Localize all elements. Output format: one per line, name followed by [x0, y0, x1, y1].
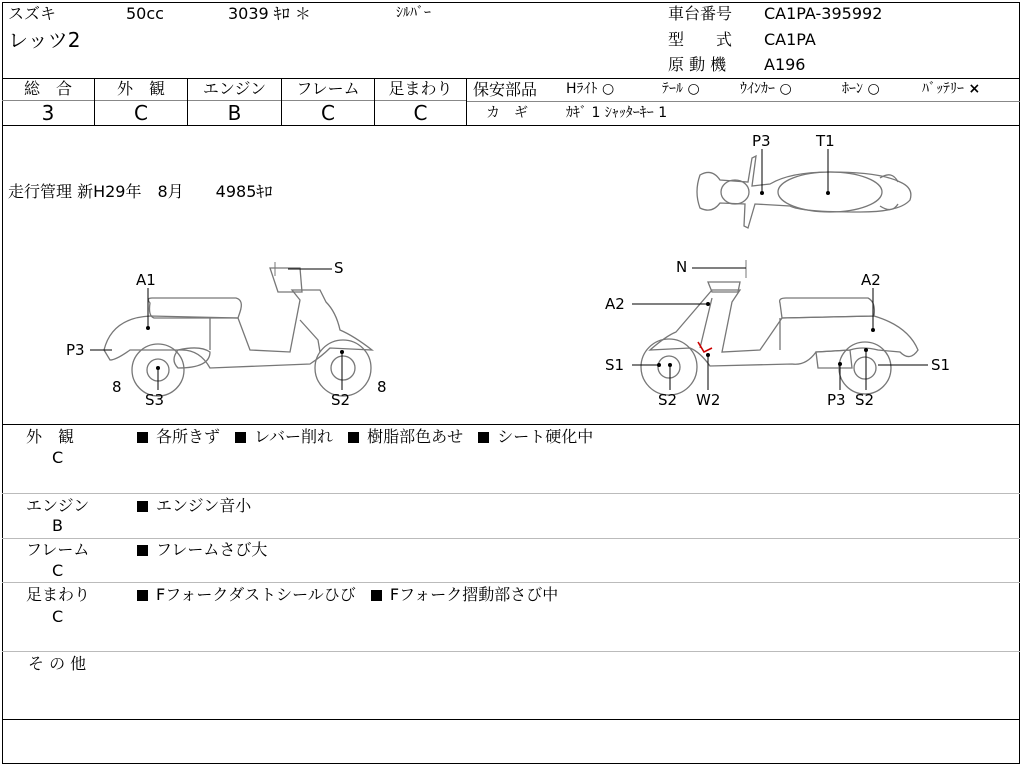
grade-engine-value: B [227, 101, 242, 125]
bullet-icon [137, 501, 148, 512]
grade-frame-label: フレーム [296, 79, 360, 98]
section-frame-label: フレーム [26, 540, 90, 559]
section-other-label: そ の 他 [28, 654, 87, 673]
label-s2-left: S2 [331, 391, 351, 409]
chassis-value: CA1PA-395992 [764, 4, 883, 23]
bullet-icon [137, 545, 148, 556]
grade-exterior-value: C [134, 101, 148, 125]
grade-exterior-label: 外 観 [116, 79, 165, 98]
safety-mark: ○ [867, 81, 880, 97]
note-item: 樹脂部色あせ [348, 427, 463, 446]
grid-line [2, 582, 1020, 583]
section-suspension-label: 足まわり [26, 585, 91, 604]
label-a2-rear: A2 [861, 271, 881, 289]
safety-item: ﾃｰﾙ ○ [662, 81, 700, 97]
note-item: フレームさび大 [137, 540, 267, 559]
safety-item: ﾊﾞｯﾃﾘｰ × [922, 81, 981, 97]
note-item: 各所きず [137, 427, 220, 446]
section-suspension-grade: C [52, 607, 64, 626]
odometer-note: 走行管理 新H29年 8月 4985ｷﾛ [8, 182, 273, 201]
label-s2-rear: S2 [855, 391, 875, 409]
label-t1: T1 [816, 132, 835, 150]
grid-line [2, 424, 1020, 425]
section-exterior-grade: C [52, 448, 64, 467]
maker-name: スズキ [8, 4, 57, 23]
section-frame-notes [137, 542, 277, 558]
safety-mark: × [968, 81, 981, 97]
key-label: カ ギ [486, 105, 528, 121]
label-s2-front: S2 [658, 391, 678, 409]
bullet-icon [137, 432, 148, 443]
section-frame-grade: C [52, 561, 64, 580]
grade-frame-value: C [321, 101, 335, 125]
section-exterior-notes [137, 429, 603, 445]
label-a1: A1 [136, 271, 156, 289]
scooter-top-view [697, 156, 911, 228]
grade-overall-label: 総 合 [23, 79, 72, 98]
damage-mark-w2 [698, 342, 712, 352]
label-s1-rear: S1 [931, 356, 951, 374]
safety-label: 保安部品 [473, 80, 538, 99]
safety-item: Hﾗｲﾄ ○ [566, 81, 615, 97]
bullet-icon [235, 432, 246, 443]
label-p3-top: P3 [752, 132, 771, 150]
safety-item: ｳｲﾝｶｰ ○ [740, 81, 792, 97]
note-item: シート硬化中 [478, 427, 593, 446]
mileage-code: 3039 ｷﾛ ＊ [228, 4, 311, 23]
model-name: レッツ2 [8, 28, 81, 52]
grid-line [2, 538, 1020, 539]
type-value: CA1PA [764, 30, 816, 49]
grade-engine-label: エンジン [202, 79, 267, 98]
label-p3-left: P3 [66, 341, 85, 359]
safety-mark: ○ [601, 81, 615, 97]
label-a2-front: A2 [605, 295, 625, 313]
displacement: 50cc [126, 4, 164, 23]
bullet-icon [137, 590, 148, 601]
label-s3: S3 [145, 391, 165, 409]
bullet-icon [478, 432, 489, 443]
grid-line [2, 493, 1020, 494]
grid-line [2, 651, 1020, 652]
section-engine-grade: B [52, 516, 63, 535]
section-engine-notes [137, 498, 261, 514]
label-p3-right: P3 [827, 391, 846, 409]
safety-mark: ○ [687, 81, 700, 97]
grid-line [2, 719, 1020, 720]
section-suspension-notes [137, 587, 568, 603]
section-engine-label: エンジン [26, 496, 90, 515]
engine-value: A196 [764, 55, 806, 74]
grade-suspension-label: 足まわり [388, 79, 453, 98]
label-8-left: 8 [112, 378, 122, 396]
scooter-right-view [641, 282, 918, 395]
label-n: N [676, 258, 688, 276]
note-item: Fフォーク摺動部さび中 [371, 585, 558, 604]
label-s1-front: S1 [605, 356, 625, 374]
chassis-label: 車台番号 [668, 4, 733, 23]
safety-mark: ○ [779, 81, 792, 97]
grade-overall-value: 3 [41, 101, 55, 125]
key-value: ｶｷﾞ 1 ｼｬｯﾀｰｷｰ 1 [566, 105, 668, 121]
body-color: ｼﾙﾊﾞｰ [396, 5, 431, 21]
note-item: レバー削れ [235, 427, 333, 446]
note-item: Fフォークダストシールひび [137, 585, 356, 604]
bullet-icon [348, 432, 359, 443]
grade-suspension-value: C [413, 101, 428, 125]
note-item: エンジン音小 [137, 496, 251, 515]
type-label: 型 式 [668, 30, 733, 49]
engine-label: 原 動 機 [668, 55, 727, 74]
label-w2: W2 [696, 391, 721, 409]
label-8-right: 8 [377, 378, 387, 396]
bullet-icon [371, 590, 382, 601]
safety-item: ﾎｰﾝ ○ [842, 81, 880, 97]
section-exterior-label: 外 観 [26, 427, 75, 446]
label-s: S [334, 259, 344, 277]
